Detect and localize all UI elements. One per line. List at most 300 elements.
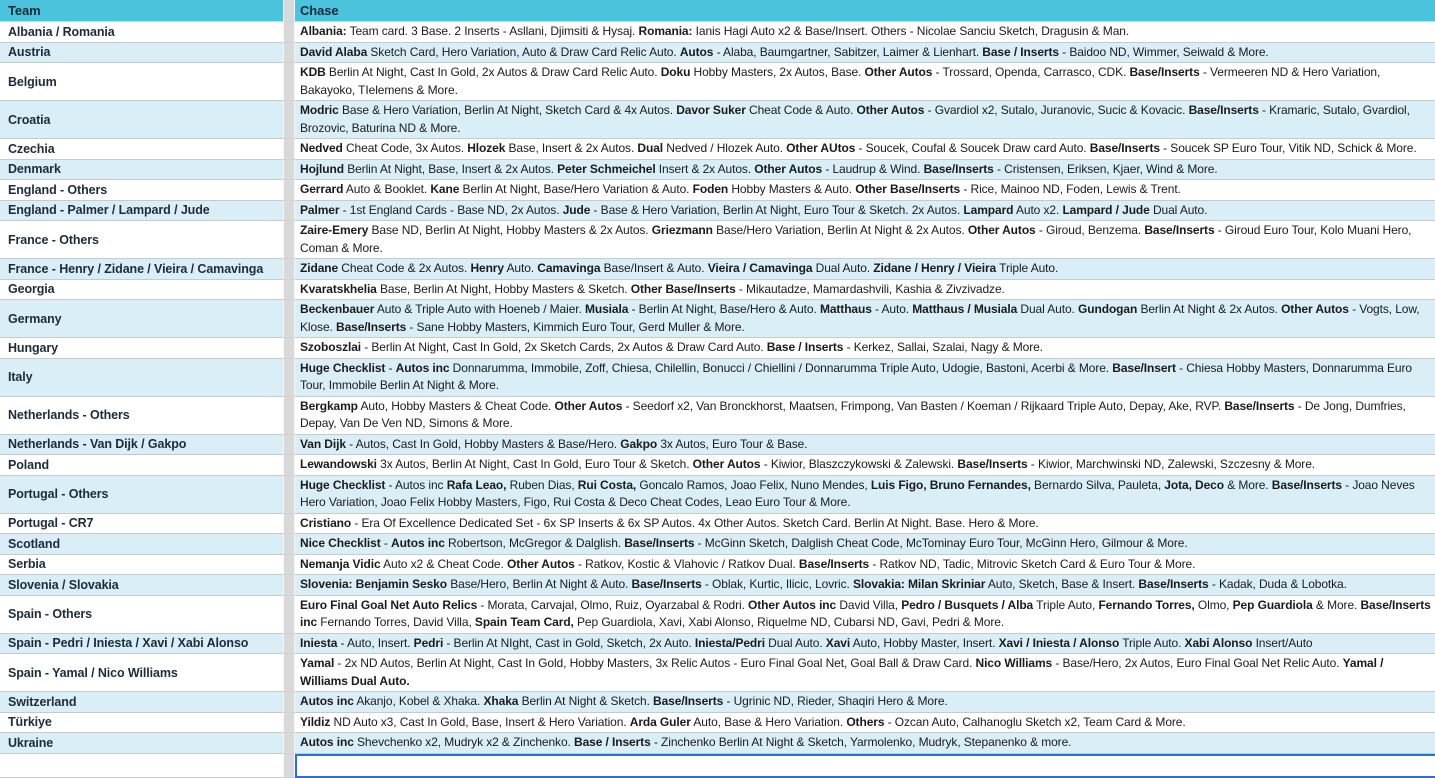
selected-cell[interactable] — [295, 754, 1435, 778]
table-row — [0, 713, 1435, 734]
chase-bold-text: Slovakia: Milan Skriniar — [853, 577, 986, 591]
chase-bold-text: Iniesta/Pedri — [694, 635, 765, 650]
chase-bold-text: Gerrard — [300, 182, 344, 196]
team-cell[interactable] — [0, 555, 283, 576]
chase-bold-text: Pedri — [413, 635, 444, 650]
chase-bold-text: Modric — [300, 103, 339, 117]
column-separator — [283, 435, 295, 456]
chase-bold-text: Nedved — [300, 141, 343, 155]
chase-bold-text: Autos inc — [395, 360, 450, 375]
team-label: Denmark — [8, 162, 61, 177]
chase-bold-text: Nico Williams — [975, 656, 1053, 670]
header-row — [0, 0, 1435, 22]
chase-text: Dual Auto. — [812, 261, 874, 275]
chase-bold-text: Base/Inserts — [624, 536, 695, 550]
column-separator — [283, 259, 295, 280]
column-separator — [283, 160, 295, 181]
chase-bold-text: Base/Inserts — [653, 694, 724, 708]
team-label: Slovenia / Slovakia — [8, 577, 119, 592]
chase-bold-text: Griezmann — [651, 223, 713, 237]
chase-text: - Berlin At Night, Cast In Gold, 2x Sketch Cards, 2x Autos & Draw Card Auto. — [361, 340, 767, 354]
team-label: Poland — [8, 457, 50, 472]
team-label: Scotland — [8, 536, 60, 551]
chase-text: - Base & Hero Variation, Berlin At Night, Euro Tour & Sketch. 2x Autos. — [590, 202, 964, 217]
table-row — [0, 435, 1435, 456]
chase-bold-text: Autos inc — [391, 536, 445, 550]
chase-text: & More. — [1223, 477, 1272, 492]
column-header-chase[interactable] — [295, 0, 1435, 22]
chase-text: - Base/Hero, 2x Autos, Euro Final Goal Net Relic Auto. — [1052, 656, 1343, 670]
chase-text: Auto, Base & Hero Variation. — [690, 714, 847, 729]
chase-bold-text: Pep Guardiola — [1232, 597, 1313, 612]
table-row — [0, 139, 1435, 160]
chase-text: Ianis Hagi Auto x2 & Base/Insert. Others - Nicolae Sanciu Sketch, Dragusin & Man. — [692, 24, 1130, 38]
team-cell[interactable] — [0, 201, 283, 222]
chase-text: - Rice, Mainoo ND, Foden, Lewis & Trent. — [960, 182, 1181, 196]
table-row — [0, 359, 1435, 397]
chase-text: Olmo, — [1194, 597, 1233, 612]
chase-cell[interactable] — [295, 692, 1435, 713]
table-row — [0, 397, 1435, 435]
table-row — [0, 455, 1435, 476]
table-row — [0, 221, 1435, 259]
chase-bold-text: Base/Inserts — [1089, 141, 1160, 155]
chase-cell[interactable] — [295, 733, 1435, 754]
chase-cell[interactable] — [295, 280, 1435, 301]
chase-bold-text: Nice Checklist — [300, 536, 381, 550]
chase-bold-text: Other Base/Inserts — [855, 182, 961, 196]
team-cell[interactable] — [0, 733, 283, 754]
chase-bold-text: Base/Inserts — [1188, 103, 1259, 117]
chase-cell[interactable] — [295, 221, 1435, 259]
chase-bold-text: Xhaka — [483, 694, 519, 708]
chase-bold-text: Lampard / Jude — [1062, 202, 1150, 217]
chase-cell[interactable] — [295, 359, 1435, 397]
chase-bold-text: Hojlund — [300, 161, 344, 176]
chase-text: Berlin At Night, Base, Insert & 2x Autos. — [343, 161, 558, 176]
chase-text: Auto, Hobby Masters & Cheat Code. — [357, 398, 555, 413]
column-separator — [283, 476, 295, 514]
chase-text: - Zinchenko Berlin At Night & Sketch, Yarmolenko, Mudryk, Stepanenko & more. — [650, 735, 1072, 749]
chase-cell[interactable] — [295, 654, 1435, 692]
team-label: France - Others — [8, 232, 99, 247]
chase-text: - Cristensen, Eriksen, Kjaer, Wind & More. — [993, 161, 1218, 176]
chase-bold-text: Xavi / Iniesta / Alonso — [998, 635, 1120, 650]
table-row — [0, 654, 1435, 692]
column-separator — [283, 0, 295, 22]
chase-text: - Kadak, Duda & Lobotka. — [1208, 577, 1347, 591]
chase-text: Berlin At Night & Sketch. — [518, 694, 654, 708]
chase-text: Berlin At Night, Cast In Gold, 2x Autos & Draw Card Relic Auto. — [325, 65, 661, 79]
chase-cell[interactable] — [295, 22, 1435, 43]
chase-bold-text: Base / Inserts — [574, 735, 651, 749]
chase-bold-text: Base/Inserts — [923, 161, 994, 176]
team-label: Netherlands - Others — [8, 408, 130, 422]
team-label: Serbia — [8, 557, 46, 572]
chase-cell[interactable] — [295, 555, 1435, 576]
team-cell[interactable] — [0, 476, 283, 514]
team-cell[interactable] — [0, 160, 283, 181]
chase-bold-text: Doku — [660, 65, 691, 79]
chase-bold-text: Yamal — [300, 656, 335, 670]
chase-bold-text: Davor Suker — [676, 103, 746, 117]
chase-text: - Sane Hobby Masters, Kimmich Euro Tour, Gerd Muller & More. — [406, 319, 745, 334]
chase-cell[interactable] — [295, 476, 1435, 514]
column-separator — [283, 596, 295, 634]
team-cell[interactable] — [0, 101, 283, 139]
chase-bold-text: Camavinga — [537, 261, 601, 275]
chase-bold-text: Zaire-Emery — [300, 223, 369, 237]
chase-text: Hobby Masters & Auto. — [728, 182, 856, 196]
chase-cell[interactable] — [295, 139, 1435, 160]
chase-text: Team card. 3 Base. 2 Inserts - Asllani, Djimsiti & Hysaj. — [346, 24, 639, 38]
column-separator — [283, 63, 295, 101]
chase-text: Akanjo, Kobel & Xhaka. — [353, 694, 484, 708]
chase-text: Goncalo Ramos, Joao Felix, Nuno Mendes, — [636, 477, 871, 492]
chase-bold-text: Hlozek — [467, 141, 506, 155]
team-cell[interactable] — [0, 514, 283, 535]
chase-text: - Oblak, Kurtic, Ilicic, Lovric. — [701, 577, 853, 591]
chase-text: - Seedorf x2, Van Bronckhorst, Maatsen, Frimpong, Van Basten / Koeman / Rijkaard Triple Auto, Depay, Ake, RVP. — [622, 398, 1225, 413]
chase-bold-text: Gundogan — [1078, 302, 1138, 316]
column-separator — [283, 43, 295, 64]
chase-bold-text: Base / Inserts — [766, 340, 844, 354]
chase-cell[interactable] — [295, 634, 1435, 655]
chase-bold-text: Pedro / Busquets / Alba — [901, 597, 1034, 612]
chase-bold-text: Base/Insert — [1112, 360, 1176, 375]
chase-bold-text: Other Autos — [754, 161, 823, 176]
table-row — [0, 101, 1435, 139]
chase-bold-text: Romania: — [638, 24, 693, 38]
chase-text: Hobby Masters, 2x Autos, Base. — [690, 65, 865, 79]
chase-bold-text: Spain Team Card, — [474, 615, 574, 629]
chase-cell[interactable] — [295, 43, 1435, 64]
chase-bold-text: Other AUtos — [786, 141, 856, 155]
chase-text: - Kerkez, Sallai, Szalai, Nagy & More. — [843, 340, 1043, 354]
column-separator — [283, 713, 295, 734]
chase-text: - Autos inc — [385, 477, 447, 492]
chase-bold-text: Lewandowski — [300, 457, 377, 471]
chase-text: - Soucek, Coufal & Soucek Draw card Auto. — [855, 141, 1090, 155]
chase-cell[interactable] — [295, 397, 1435, 435]
table-row — [0, 63, 1435, 101]
chase-text: Auto & Triple Auto with Hoeneb / Maier. — [374, 302, 585, 316]
chase-text: Triple Auto. — [1119, 635, 1185, 650]
chase-text: - McGinn Sketch, Dalglish Cheat Code, McTominay Euro Tour, McGinn Hero, Gilmour & More. — [694, 536, 1188, 550]
chase-bold-text: Other Autos — [856, 103, 925, 117]
chase-text: Auto x2. — [1013, 202, 1063, 217]
chase-text: Dual Auto. — [1149, 202, 1208, 217]
chase-text: - Joao Neves Hero Variation, Joao Felix Hobby Masters, Figo, Rui Costa & Deco Cheat Codes, Leao Euro Tour & More. — [300, 477, 1415, 509]
chase-cell[interactable] — [295, 435, 1435, 456]
chase-text: - — [380, 536, 392, 550]
team-header-label: Team — [8, 3, 41, 18]
column-header-team[interactable] — [0, 0, 283, 22]
column-separator — [283, 201, 295, 222]
chase-text: Base, Insert & 2x Autos. — [505, 141, 638, 155]
chase-bold-text: Dual — [637, 141, 664, 155]
chase-bold-text: Base/Inserts — [1224, 398, 1295, 413]
chase-text: Donnarumma, Immobile, Zoff, Chiesa, Chilellin, Bonucci / Chiellini / Donnarumma Triple Auto, Udogie, Bastoni, Acerbi & More. — [449, 360, 1113, 375]
chase-text: - Baidoo ND, Wimmer, Seiwald & More. — [1058, 44, 1269, 59]
team-cell[interactable] — [0, 713, 283, 734]
chase-cell[interactable] — [295, 596, 1435, 634]
chase-bold-text: Other Autos — [967, 223, 1036, 237]
table-body — [0, 22, 1435, 778]
chase-bold-text: Autos inc — [300, 735, 354, 749]
team-label: England - Others — [8, 182, 108, 197]
team-cell[interactable] — [0, 221, 283, 259]
chase-text: Ruben Dias, — [506, 477, 578, 492]
chase-bold-text: Peter Schmeichel — [557, 161, 656, 176]
chase-bold-text: Xavi — [825, 635, 851, 650]
team-cell[interactable] — [0, 455, 283, 476]
chase-bold-text: Jude — [562, 202, 591, 217]
chase-text: Sketch Card, Hero Variation, Auto & Draw Card Relic Auto. — [367, 44, 680, 59]
chase-text: - Mikautadze, Mamardashvili, Kashia & Zivzivadze. — [735, 281, 1005, 296]
column-separator — [283, 733, 295, 754]
column-separator — [283, 692, 295, 713]
chase-text: Fernando Torres, David Villa, — [317, 615, 475, 629]
chase-text: Base ND, Berlin At Night, Hobby Masters & 2x Autos. — [368, 223, 652, 237]
chase-bold-text: Kane — [430, 182, 460, 196]
chase-text: Dual Auto. — [764, 635, 826, 650]
team-label: Hungary — [8, 340, 59, 355]
chase-text: Nedved / Hlozek Auto. — [663, 141, 787, 155]
chase-text: Base & Hero Variation, Berlin At Night, Sketch Card & 4x Autos. — [338, 103, 677, 117]
chase-text: Base/Insert & Auto. — [600, 261, 708, 275]
team-cell[interactable] — [0, 692, 283, 713]
chase-bold-text: Rafa Leao, — [446, 477, 507, 492]
chase-text: - Berlin At Night, Base/Hero & Auto. — [628, 302, 820, 316]
team-label: Georgia — [8, 282, 55, 297]
chase-bold-text: KDB — [300, 65, 326, 79]
table-row — [0, 160, 1435, 181]
team-cell[interactable] — [0, 22, 283, 43]
chase-bold-text: Fernando Torres, — [1098, 597, 1195, 612]
chase-bold-text: Matthaus — [819, 302, 872, 316]
team-label: Czechia — [8, 141, 55, 156]
chase-text: - 1st England Cards - Base ND, 2x Autos. — [339, 202, 563, 217]
table-row — [0, 514, 1435, 535]
chase-text: Auto x2 & Cheat Code. — [380, 556, 507, 571]
chase-bold-text: Base/Inserts — [631, 577, 702, 591]
column-separator — [283, 101, 295, 139]
chase-bold-text: Other Autos — [554, 398, 623, 413]
chase-bold-text: Autos inc — [300, 694, 354, 708]
chase-text: Insert/Auto — [1252, 635, 1313, 650]
team-cell[interactable] — [0, 654, 283, 692]
team-cell[interactable] — [0, 180, 283, 201]
chase-text: Pep Guardiola, Xavi, Xabi Alonso, Riquelme ND, Cubarsi ND, Gavi, Pedri & More. — [573, 615, 1005, 629]
chase-text: - Kiwior, Marchwinski ND, Zalewski, Szczesny & More. — [1027, 457, 1316, 471]
chase-text: - Ozcan Auto, Calhanoglu Sketch x2, Team Card & More. — [884, 714, 1186, 729]
column-separator — [283, 575, 295, 596]
chase-bold-text: Zidane — [300, 261, 339, 275]
chase-text: Auto & Booklet. — [343, 182, 431, 196]
table-row — [0, 575, 1435, 596]
table-row — [0, 555, 1435, 576]
chase-text: - Ugrinic ND, Rieder, Shaqiri Hero & More. — [723, 694, 948, 708]
team-cell[interactable] — [0, 63, 283, 101]
table-row — [0, 180, 1435, 201]
chase-text: Dual Auto. — [1017, 302, 1079, 316]
table-row — [0, 338, 1435, 359]
chase-text: Cheat Code & 2x Autos. — [338, 261, 471, 275]
chase-text: - Vogts, Low, Klose. — [300, 302, 1420, 334]
chase-text: Insert & 2x Autos. — [655, 161, 755, 176]
chase-cell[interactable] — [295, 534, 1435, 555]
chase-text: Base/Hero Variation, Berlin At Night & 2x Autos. — [712, 223, 968, 237]
team-label: Switzerland — [8, 694, 77, 709]
chase-text: - Chiesa Hobby Masters, Donnarumma Euro Tour, Immobile Berlin At Night & More. — [300, 360, 1412, 392]
chase-bold-text: Jota, Deco — [1164, 477, 1224, 492]
chase-bold-text: Yildiz — [300, 714, 331, 729]
chase-cell[interactable] — [295, 63, 1435, 101]
chase-bold-text: Luis Figo, Bruno Fernandes, — [870, 477, 1031, 492]
team-label: Spain - Yamal / Nico Williams — [8, 665, 178, 680]
chase-text: & More. — [1312, 597, 1361, 612]
chase-bold-text: Base/Inserts — [1271, 477, 1342, 492]
chase-bold-text: Others — [846, 714, 885, 729]
column-separator — [283, 534, 295, 555]
chase-cell[interactable] — [295, 713, 1435, 734]
chase-cell[interactable] — [295, 101, 1435, 139]
chase-text: - Gvardiol x2, Sutalo, Juranovic, Sucic & Kovacic. — [924, 103, 1189, 117]
team-cell[interactable] — [0, 280, 283, 301]
chase-bold-text: Palmer — [300, 202, 340, 217]
chase-text: - Auto. — [871, 302, 913, 316]
chase-text: - Ratkov, Kostic & Vlahovic / Ratkov Dual. — [574, 556, 799, 571]
chase-cell[interactable] — [295, 338, 1435, 359]
team-label: Belgium — [8, 74, 57, 89]
chase-bold-text: Rui Costa, — [577, 477, 637, 492]
chase-cell[interactable] — [295, 575, 1435, 596]
chase-text: - Kramaric, Sutalo, Gvardiol, Brozovic, Baturina ND & More. — [300, 103, 1410, 135]
chase-bold-text: Beckenbauer — [300, 302, 375, 316]
chase-bold-text: Iniesta — [300, 635, 338, 650]
team-cell[interactable] — [0, 139, 283, 160]
column-separator — [283, 180, 295, 201]
table-row — [0, 43, 1435, 64]
chase-text: - Giroud, Benzema. — [1035, 223, 1145, 237]
chase-bold-text: Szoboszlai — [300, 340, 362, 354]
chase-text: - 2x ND Autos, Berlin At Night, Cast In Gold, Hobby Masters, 3x Relic Autos - Euro Final Goal Net, Goal Ball & Draw Card. — [334, 656, 976, 670]
chase-bold-text: Other Base/Inserts — [630, 281, 736, 296]
chase-bold-text: Yamal / Williams Dual Auto. — [300, 656, 1384, 688]
chase-bold-text: Zidane / Henry / Vieira — [873, 261, 997, 275]
chase-bold-text: Other Autos — [692, 457, 761, 471]
team-cell[interactable] — [0, 259, 283, 280]
chase-text: - Laudrup & Wind. — [822, 161, 924, 176]
team-label: Spain - Pedri / Iniesta / Xavi / Xabi Alonso — [8, 636, 249, 651]
chase-cell[interactable] — [295, 300, 1435, 338]
chase-cell[interactable] — [295, 201, 1435, 222]
team-cell[interactable] — [0, 43, 283, 64]
team-cell[interactable] — [0, 359, 283, 397]
team-cell[interactable] — [0, 534, 283, 555]
chase-text: - Soucek SP Euro Tour, Vitik ND, Schick & More. — [1159, 141, 1417, 155]
chase-bold-text: Gakpo — [620, 436, 658, 451]
column-separator — [283, 514, 295, 535]
column-separator — [283, 280, 295, 301]
team-label: Portugal - Others — [8, 487, 109, 501]
table-row — [0, 300, 1435, 338]
team-cell[interactable] — [0, 300, 283, 338]
chase-text: Berlin At Night, Base/Hero Variation & Auto. — [459, 182, 693, 196]
chase-text: Cheat Code & Auto. — [745, 103, 857, 117]
table-row — [0, 596, 1435, 634]
team-label: Croatia — [8, 112, 51, 127]
chase-bold-text: Kvaratskhelia — [300, 281, 377, 296]
column-separator — [283, 654, 295, 692]
chase-text: Auto. — [503, 261, 538, 275]
team-label: Albania / Romania — [8, 24, 115, 39]
chase-cell[interactable] — [295, 455, 1435, 476]
chase-bold-text: Base / Inserts — [982, 44, 1059, 59]
table-row — [0, 476, 1435, 514]
chase-text: - Auto, Insert. — [337, 635, 414, 650]
chase-bold-text: Arda Guler — [629, 714, 691, 729]
chase-bold-text: Slovenia: Benjamin Sesko — [300, 577, 447, 591]
team-cell[interactable] — [0, 634, 283, 655]
chase-text: - Era Of Excellence Dedicated Set - 6x SP Inserts & 6x SP Autos. 4x Other Autos. Sketch Card. Berlin At Night. Base. Hero & More. — [351, 515, 1039, 530]
team-cell[interactable] — [0, 575, 283, 596]
column-separator — [283, 338, 295, 359]
chase-bold-text: Base/Inserts inc — [300, 597, 1431, 629]
chase-bold-text: Base/Inserts — [1144, 223, 1215, 237]
team-label: England - Palmer / Lampard / Jude — [8, 203, 210, 218]
column-separator — [283, 139, 295, 160]
chase-text: Base, Berlin At Night, Hobby Masters & Sketch. — [376, 281, 631, 296]
chase-bold-text: Albania: — [300, 24, 347, 38]
chase-bold-text: David Alaba — [300, 44, 368, 59]
chase-bold-text: Other Autos — [506, 556, 575, 571]
team-label: Ukraine — [8, 735, 54, 750]
chase-text: 3x Autos, Euro Tour & Base. — [657, 436, 808, 451]
chase-bold-text: Matthaus / Musiala — [912, 302, 1018, 316]
chase-cell[interactable] — [295, 514, 1435, 535]
chase-text: Bernardo Silva, Pauleta, — [1030, 477, 1165, 492]
team-label: Spain - Others — [8, 607, 93, 621]
chase-bold-text: Base/Inserts — [336, 319, 407, 334]
chase-text: - Trossard, Openda, Carrasco, CDK. — [932, 65, 1130, 79]
column-separator — [283, 397, 295, 435]
team-label: Italy — [8, 370, 33, 384]
chase-text: - Vermeeren ND & Hero Variation, Bakayoko, TIelemens & More. — [300, 65, 1381, 97]
team-cell[interactable] — [0, 397, 283, 435]
table-row — [0, 22, 1435, 43]
chase-bold-text: Other Autos inc — [748, 597, 837, 612]
chase-cell[interactable] — [295, 259, 1435, 280]
chase-cell[interactable] — [295, 160, 1435, 181]
chase-cell[interactable] — [295, 180, 1435, 201]
team-cell[interactable] — [0, 338, 283, 359]
team-cell[interactable] — [0, 596, 283, 634]
chase-bold-text: Bergkamp — [300, 398, 358, 413]
team-cell[interactable] — [0, 754, 283, 778]
chase-bold-text: Vieira / Camavinga — [707, 261, 813, 275]
team-cell[interactable] — [0, 435, 283, 456]
chase-text: - Giroud Euro Tour, Kolo Muani Hero, Coman & More. — [300, 223, 1412, 255]
team-label: France - Henry / Zidane / Vieira / Camavinga — [8, 261, 264, 276]
team-label: Germany — [8, 311, 62, 326]
column-separator — [283, 754, 295, 778]
chase-bold-text: Cristiano — [300, 515, 352, 530]
column-separator — [283, 22, 295, 43]
table-row — [0, 280, 1435, 301]
chase-bold-text: Base/Inserts — [798, 556, 870, 571]
